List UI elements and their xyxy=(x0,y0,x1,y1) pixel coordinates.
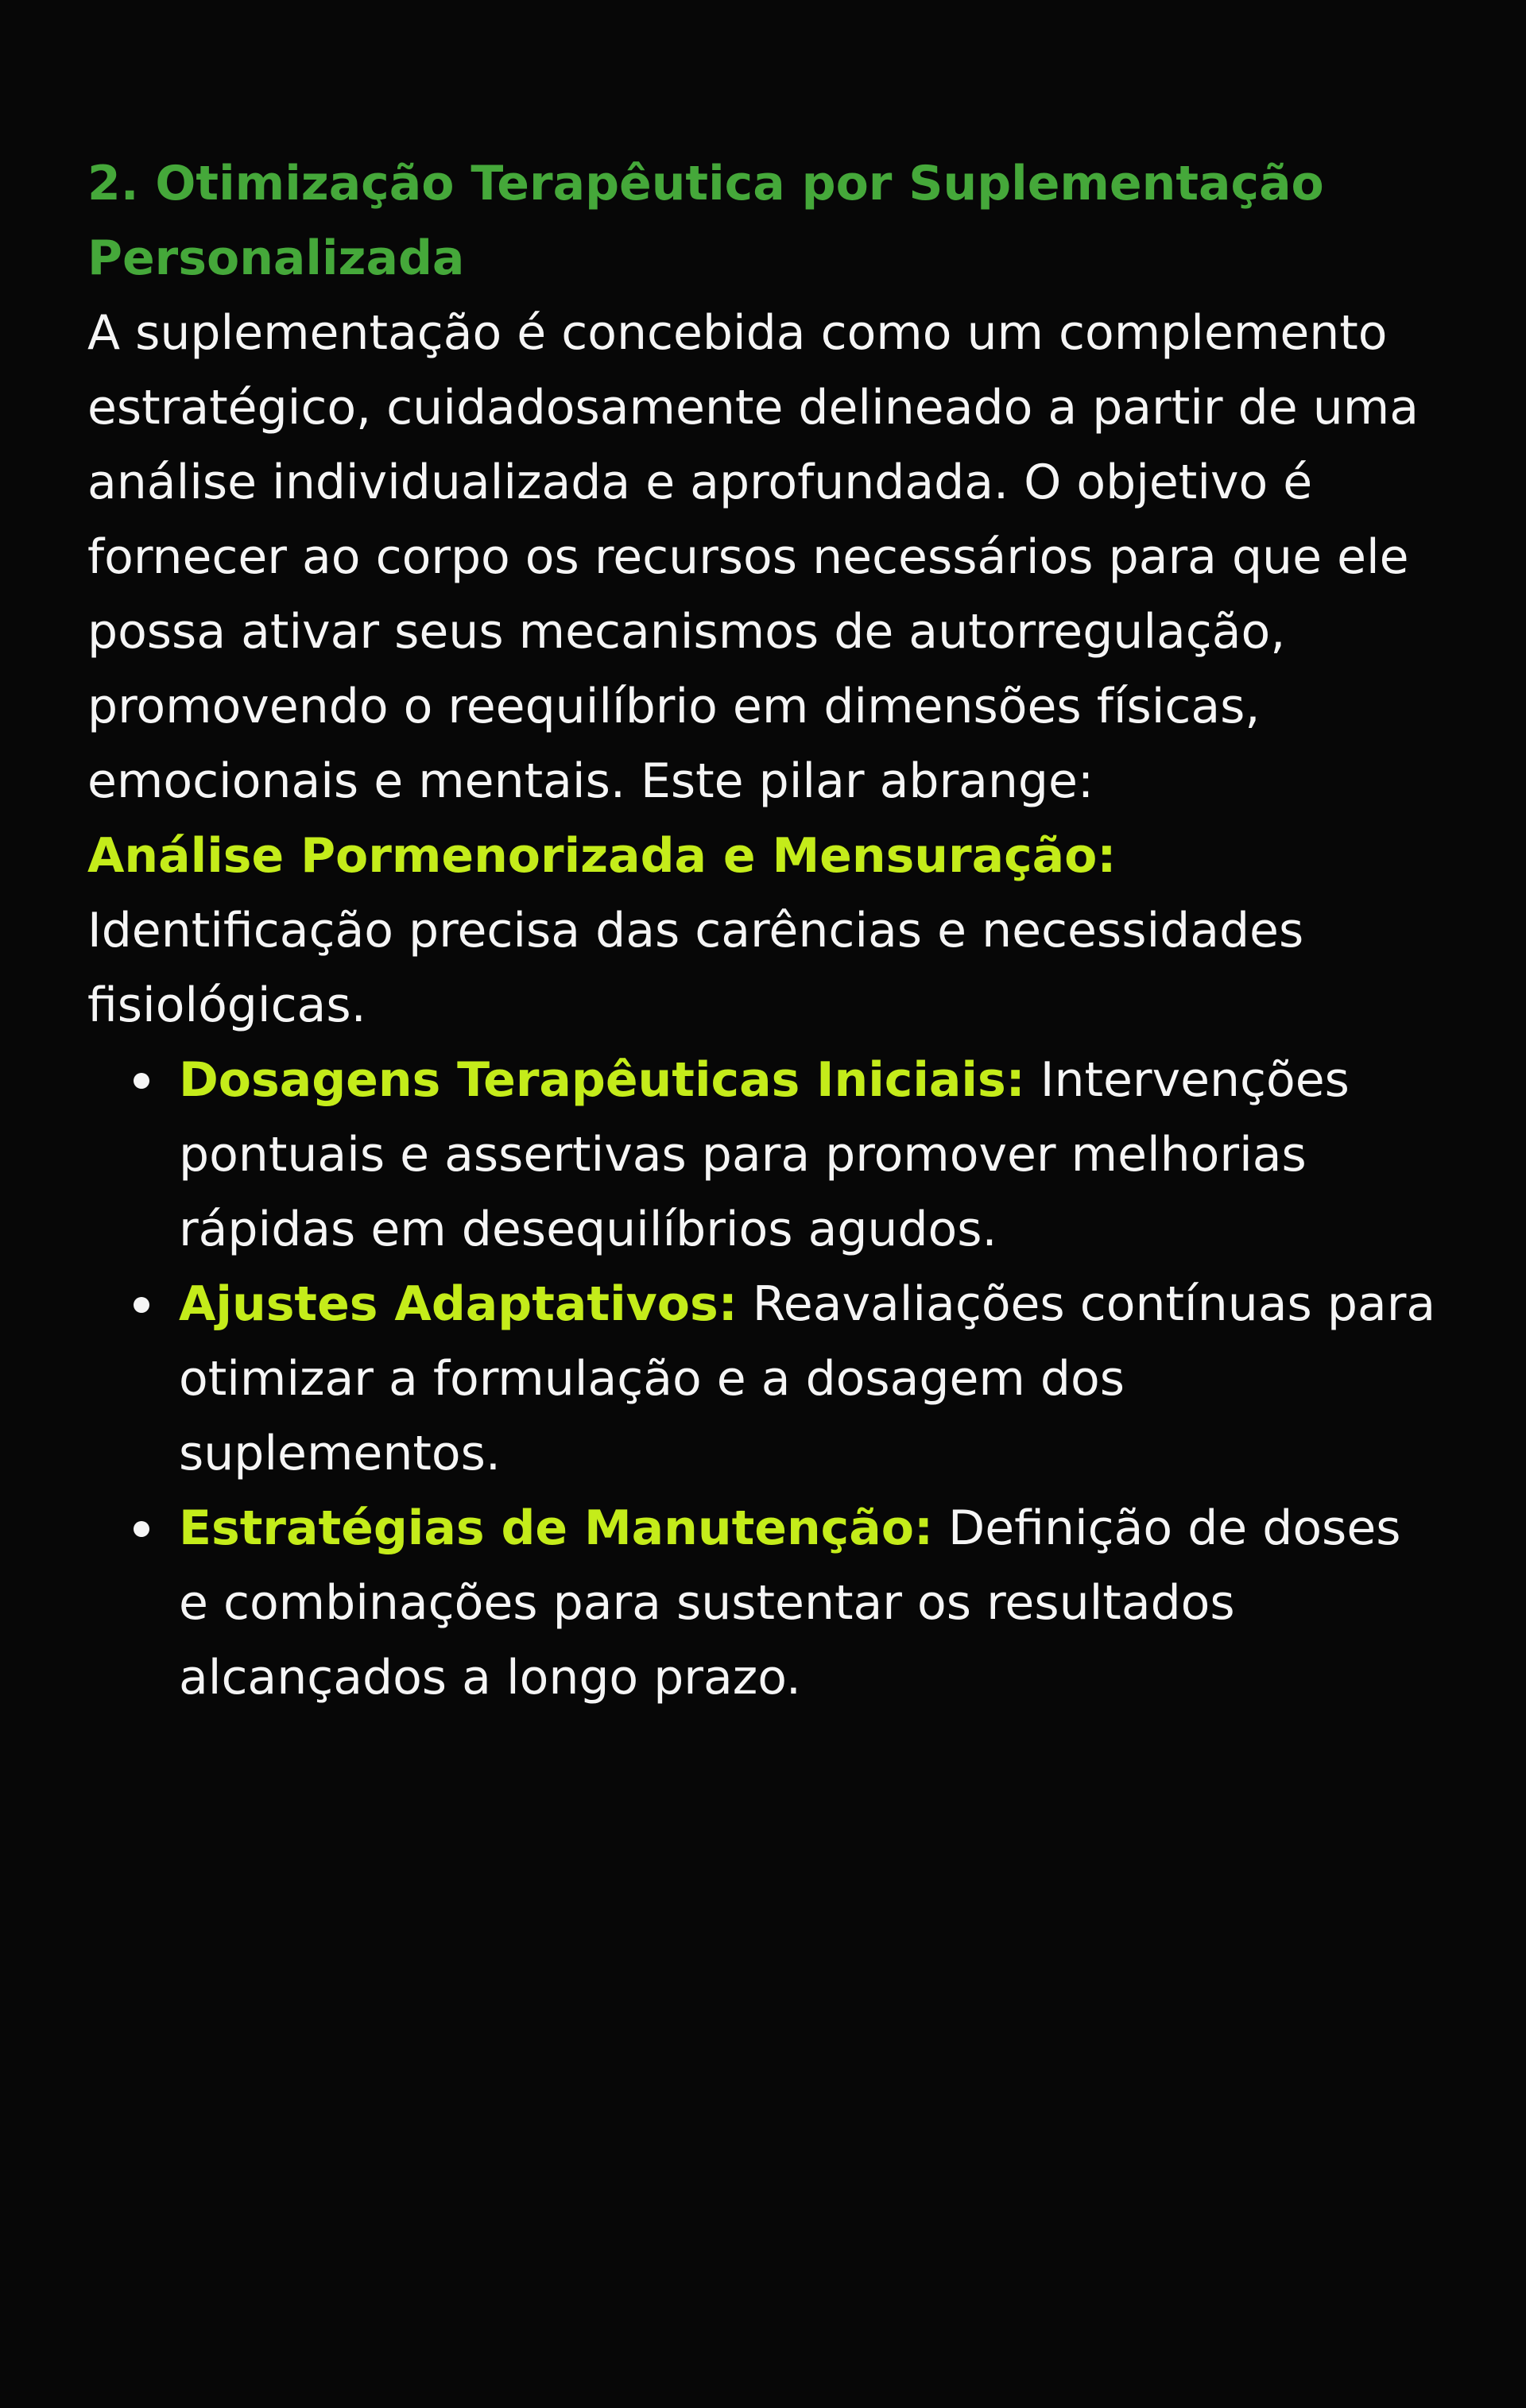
bullet-icon xyxy=(134,1297,149,1313)
list-item-term: Dosagens Terapêuticas Iniciais: xyxy=(179,1052,1025,1108)
list-item xyxy=(179,1043,1439,1267)
intro-paragraph: A suplementação é concebida como um complemento estratégico, cuidadosamente delineado a partir de uma análise individualizada e aprofundada. O objetivo é fornecer ao corpo os recursos necessários para que ele possa ativar seus mecanismos de autorregulação, promovendo o reequilíbrio em dimensões físicas, emocionais e mentais. Este pilar abrange: xyxy=(87,305,1419,809)
list-item-description: Definição de doses e combinações para sustentar os resultados alcançados a longo prazo. xyxy=(179,1500,1401,1705)
analysis-paragraph xyxy=(87,819,1439,1043)
list-item-term: Ajustes Adaptativos: xyxy=(179,1276,738,1332)
list-item-description: Reavaliações contínuas para otimizar a formulação e a dosagem dos suplementos. xyxy=(179,1276,1436,1481)
list-item xyxy=(179,1491,1439,1715)
list-item-term: Estratégias de Manutenção: xyxy=(179,1500,933,1556)
bullet-icon xyxy=(134,1073,149,1089)
article-content xyxy=(87,146,1439,1715)
analysis-description: Identificação precisa das carências e necessidades fisiológicas. xyxy=(87,903,1304,1033)
list-item-description: Intervenções pontuais e assertivas para promover melhorias rápidas em desequilíbrios agudos. xyxy=(179,1052,1350,1257)
list-item xyxy=(179,1267,1439,1491)
bullet-list xyxy=(87,1043,1439,1715)
section-title: 2. Otimização Terapêutica por Suplementação Personalizada xyxy=(87,156,1324,286)
bullet-icon xyxy=(134,1521,149,1537)
analysis-term: Análise Pormenorizada e Mensuração: xyxy=(87,828,1117,884)
